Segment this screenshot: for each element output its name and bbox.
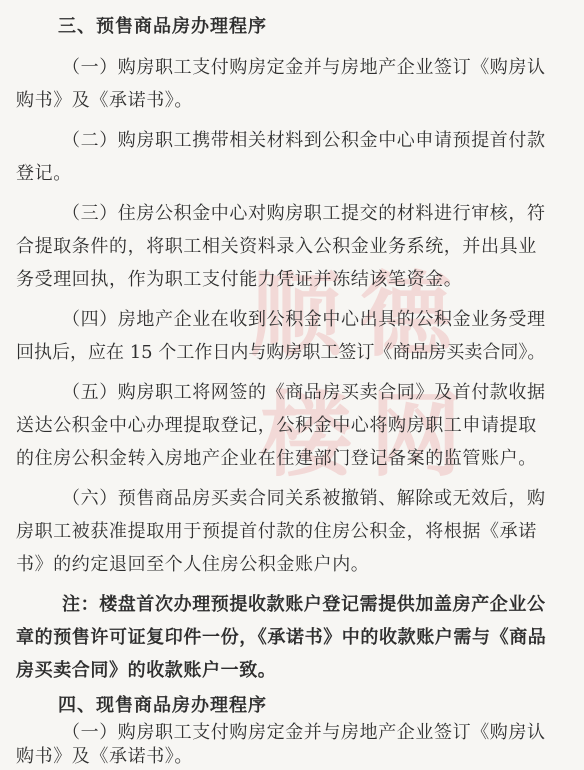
- section-heading: 三、预售商品房办理程序: [58, 16, 267, 37]
- paragraph-line: （六）预售商品房买卖合同关系被撤销、解除或无效后，购: [62, 488, 546, 509]
- note-line: 房买卖合同》的收款账户一致。: [16, 660, 277, 681]
- section-heading: 四、现售商品房办理程序: [58, 695, 267, 716]
- watermark-glyph: 网: [370, 382, 463, 489]
- paragraph-line: （三）住房公积金中心对购房职工提交的材料进行审核，符: [62, 203, 546, 224]
- note-line: 注：楼盘首次办理预提收款账户登记需提供加盖房产企业公: [62, 594, 546, 615]
- watermark-glyph: 德: [360, 262, 453, 369]
- paragraph-line: 书》的约定退回至个人住房公积金账户内。: [16, 554, 370, 575]
- paragraph-line: 务受理回执，作为职工支付能力凭证并冻结该笔资金。: [16, 269, 463, 290]
- paragraph-line: （一）购房职工支付购房定金并与房地产企业签订《购房认: [62, 722, 546, 743]
- paragraph-line: 购书》及《承诺书》。: [16, 90, 193, 111]
- watermark-glyph: 楼: [260, 382, 353, 489]
- paragraph-line: 的住房公积金转入房地产企业在住建部门登记备案的监管账户。: [16, 448, 537, 469]
- paragraph-line: 房职工被获准提取用于预提首付款的住房公积金，将根据《承诺: [16, 521, 537, 542]
- paragraph-line: （四）房地产企业在收到公积金中心出具的公积金业务受理: [62, 309, 546, 330]
- paragraph-line: （二）购房职工携带相关材料到公积金中心申请预提首付款: [62, 130, 546, 151]
- note-line: 章的预售许可证复印件一份，《承诺书》中的收款账户需与《商品: [16, 627, 547, 648]
- paragraph-line: 送达公积金中心办理提取登记，公积金中心将购房职工申请提取: [16, 415, 537, 436]
- paragraph-line: （五）购房职工将网签的《商品房买卖合同》及首付款收据: [62, 382, 546, 403]
- paragraph-line: 登记。: [16, 163, 72, 184]
- paragraph-line: （一）购房职工支付购房定金并与房地产企业签订《购房认: [62, 57, 546, 78]
- paragraph-line: 合提取条件的，将职工相关资料录入公积金业务系统，并出具业: [16, 236, 537, 257]
- paragraph-line: 回执后，应在 15 个工作日内与购房职工签订《商品房买卖合同》。: [16, 342, 546, 363]
- paragraph-line: 购书》及《承诺书》。: [16, 746, 193, 767]
- watermark-glyph: 顺: [250, 262, 343, 369]
